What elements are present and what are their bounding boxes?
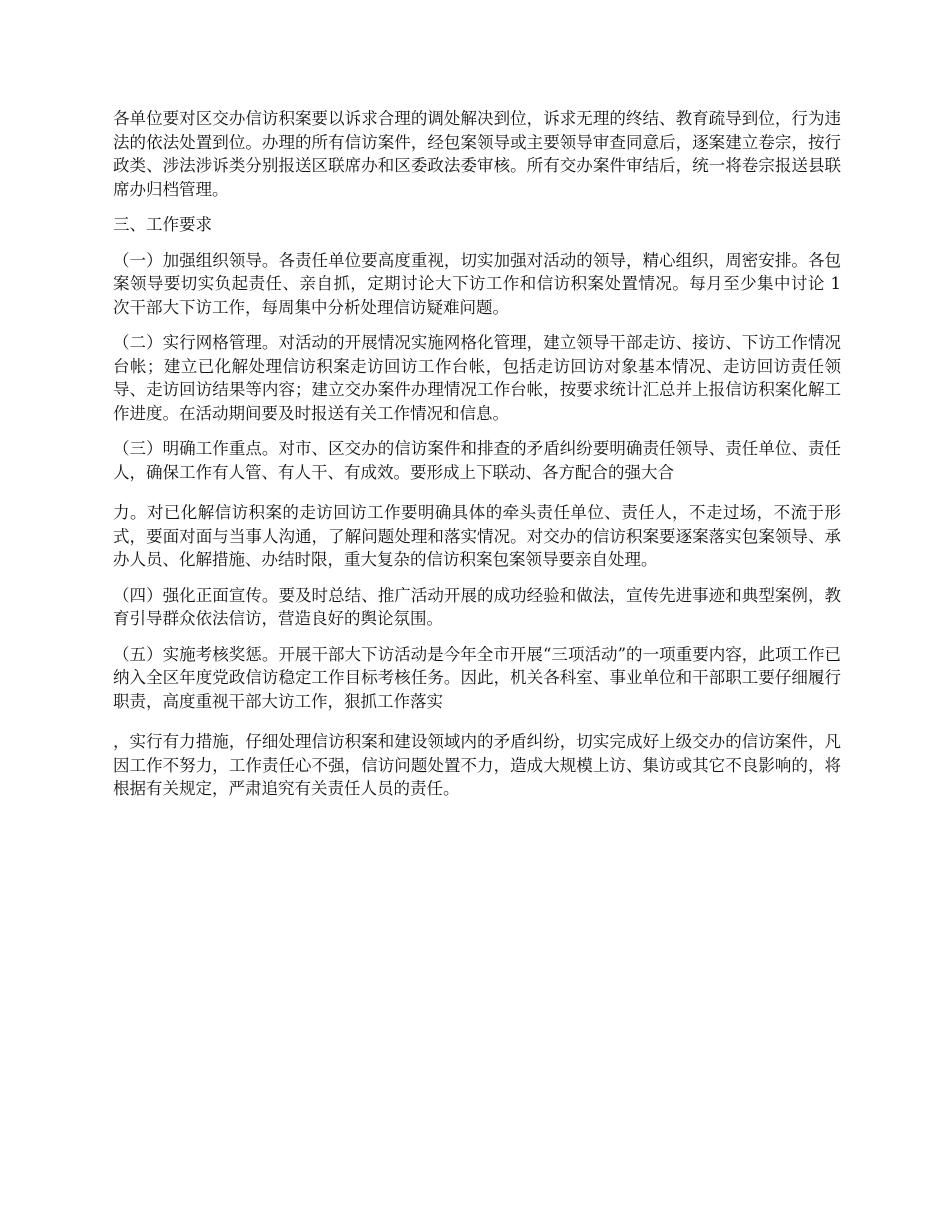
document-body <box>113 107 841 801</box>
paragraph-assessment-continued: ，实行有力措施，仔细处理信访积案和建设领域内的矛盾纠纷，切实完成好上级交办的信访案件，凡因工作不努力，工作责任心不强，信访问题处置不力，造成大规模上访、集访或其它不良影响的，将根据有关规定，严肃追究有关责任人员的责任。 <box>113 732 841 798</box>
paragraph-grid-management: （二）实行网格管理。对活动的开展情况实施网格化管理，建立领导干部走访、接访、下访工作情况台帐；建立已化解处理信访积案走访回访工作台帐，包括走访回访对象基本情况、走访回访责任领导、走访回访结果等内容；建立交办案件办理情况工作台帐，按要求统计汇总并上报信访积案化解工作进度。在活动期间要及时报送有关工作情况和信息。 <box>113 333 841 423</box>
paragraph-case-handling: 各单位要对区交办信访积案要以诉求合理的调处解决到位，诉求无理的终结、教育疏导到位，行为违法的依法处置到位。办理的所有信访案件，经包案领导或主要领导审查同意后，逐案建立卷宗，按行政类、涉法涉诉类分别报送区联席办和区委政法委审核。所有交办案件审结后，统一将卷宗报送县联席办归档管理。 <box>113 109 841 199</box>
paragraph-publicity: （四）强化正面宣传。要及时总结、推广活动开展的成功经验和做法，宣传先进事迹和典型案例，教育引导群众依法信访，营造良好的舆论氛围。 <box>113 585 841 628</box>
paragraph-assessment: （五）实施考核奖惩。开展干部大下访活动是今年全市开展“三项活动”的一项重要内容，此项工作已纳入全区年度党政信访稳定工作目标考核任务。因此，机关各科室、事业单位和干部职工要仔细履行职责，高度重视干部大访工作，狠抓工作落实 <box>113 644 841 711</box>
paragraph-work-focus-continued: 力。对已化解信访积案的走访回访工作要明确具体的牵头责任单位、责任人，不走过场，不流于形式，要面对面与当事人沟通，了解问题处理和落实情况。对交办的信访积案要逐案落实包案领导、承办人员、化解措施、办结时限，重大复杂的信访积案包案领导要亲自处理。 <box>113 503 841 569</box>
section-heading-work-requirements: 三、工作要求 <box>113 215 212 234</box>
paragraph-organization-leadership: （一）加强组织领导。各责任单位要高度重视，切实加强对活动的领导，精心组织，周密安排。各包案领导要切实负起责任、亲自抓，定期讨论大下访工作和信访积案处置情况。每月至少集中讨论 1 次干部大下访工作，每周集中分析处理信访疑难问题。 <box>113 250 841 317</box>
paragraph-work-focus: （三）明确工作重点。对市、区交办的信访案件和排查的矛盾纠纷要明确责任领导、责任单位、责任人，确保工作有人管、有人干、有成效。要形成上下联动、各方配合的强大合 <box>113 439 841 482</box>
